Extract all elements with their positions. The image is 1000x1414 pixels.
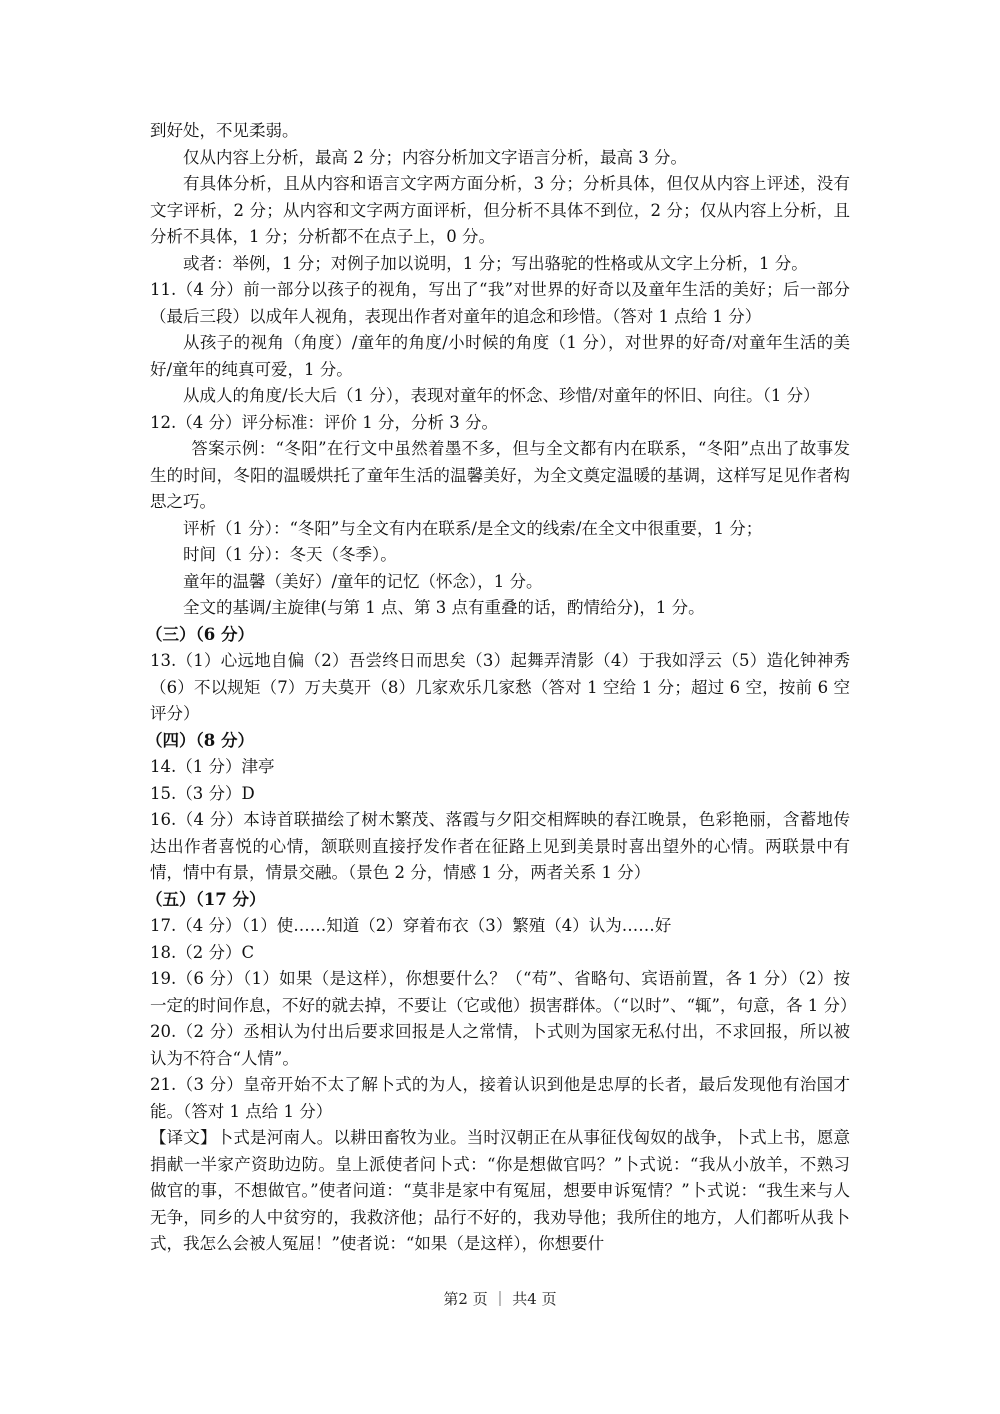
answer-item: 16.（4 分）本诗首联描绘了树木繁茂、落霞与夕阳交相辉映的春江晚景，色彩艳丽，含蓄地传达出作者喜悦的心情，颔联则直接抒发作者在征路上见到美景时喜出望外的心情。两联景中有情，情中有景，情景交融。（景色 2 分，情感 1 分，两者关系 1 分） (150, 810, 850, 882)
text-line: 答案示例：“冬阳”在行文中虽然着墨不多，但与全文都有内在联系，“冬阳”点出了故事发生的时间，冬阳的温暖烘托了童年生活的温馨美好，为全文奠定温暖的基调，这样写足见作者构思之巧。 (150, 439, 850, 511)
answer-item: 20.（2 分）丞相认为付出后要求回报是人之常情，卜式则为国家无私付出，不求回报，所以被认为不符合“人情”。 (150, 1022, 850, 1068)
text-line: 评析（1 分）：“冬阳”与全文有内在联系/是全文的线索/在全文中很重要，1 分； (183, 518, 763, 538)
document-body (146, 118, 857, 1258)
section-heading: （三）（6 分） (146, 624, 254, 644)
text-line: 从孩子的视角（角度）/童年的角度/小时候的角度（1 分），对世界的好奇/对童年生活的美好/童年的纯真可爱，1 分。 (150, 333, 850, 379)
translation-paragraph: 【译文】卜式是河南人。以耕田畜牧为业。当时汉朝正在从事征伐匈奴的战争，卜式上书，愿意捐献一半家产资助边防。皇上派使者问卜式：“你是想做官吗？”卜式说：“我从小放羊，不熟习做官的事，不想做官。”使者问道：“莫非是家中有冤屈，想要申诉冤情？”卜式说：“我生来与人无争，同乡的人中贫穷的，我救济他；品行不好的，我劝导他；我所住的地方，人们都听从我卜式，我怎么会被人冤屈！”使者说：“如果（是这样），你想要什 (150, 1128, 850, 1253)
text-line: 有具体分析，且从内容和语言文字两方面分析，3 分；分析具体，但仅从内容上评述，没有文字评析，2 分；从内容和文字两方面评析，但分析不具体不到位，2 分；仅从内容上分析，且分析不具体，1 分；分析都不在点子上，0 分。 (150, 174, 850, 246)
text-line: 时间（1 分）：冬天（冬季）。 (183, 545, 397, 564)
answer-item: 12.（4 分）评分标准：评价 1 分，分析 3 分。 (150, 412, 498, 432)
text-line: 仅从内容上分析，最高 2 分；内容分析加文字语言分析，最高 3 分。 (183, 147, 687, 167)
text-line: 全文的基调/主旋律(与第 1 点、第 3 点有重叠的话，酌情给分)，1 分。 (183, 598, 705, 617)
answer-item: 15.（3 分）D (150, 783, 255, 803)
page-footer: 第2 页 ｜ 共4 页 (443, 1290, 557, 1308)
section-heading: （四）（8 分） (146, 730, 254, 750)
text-line: 到好处，不见柔弱。 (150, 121, 299, 140)
text-line: 从成人的角度/长大后（1 分），表现对童年的怀念、珍惜/对童年的怀旧、向往。（1 分） (183, 386, 820, 405)
text-line: 或者：举例，1 分；对例子加以说明，1 分；写出骆驼的性格或从文字上分析，1 分。 (183, 253, 808, 273)
answer-item: 14.（1 分）津亭 (150, 757, 275, 776)
text-line: 童年的温馨（美好）/童年的记忆（怀念），1 分。 (183, 571, 543, 591)
answer-item: 17.（4 分）（1）使……知道（2）穿着布衣（3）繁殖（4）认为……好 (150, 916, 672, 935)
answer-item: 13.（1）心远地自偏（2）吾尝终日而思矣（3）起舞弄清影（4）于我如浮云（5）造化钟神秀（6）不以规矩（7）万夫莫开（8）几家欢乐几家愁（答对 1 空给 1 分；超过 6 空，按前 6 空评分） (150, 651, 850, 723)
answer-item: 21.（3 分）皇帝开始不太了解卜式的为人，接着认识到他是忠厚的长者，最后发现他有治国才能。（答对 1 点给 1 分） (150, 1075, 850, 1121)
answer-item: 18.（2 分）C (150, 942, 255, 962)
answer-item: 11.（4 分）前一部分以孩子的视角，写出了“我”对世界的好奇以及童年生活的美好；后一部分（最后三段）以成年人视角，表现出作者对童年的追念和珍惜。（答对 1 点给 1 分） (150, 280, 850, 326)
section-heading: （五）（17 分） (146, 889, 266, 909)
answer-item: 19.（6 分）（1）如果（是这样），你想要什么？（“苟”、省略句、宾语前置，各 1 分）（2）按一定的时间作息，不好的就去掉，不要让（它或他）损害群体。（“以时”、“辄”，句意，各 1 分） (150, 969, 857, 1015)
